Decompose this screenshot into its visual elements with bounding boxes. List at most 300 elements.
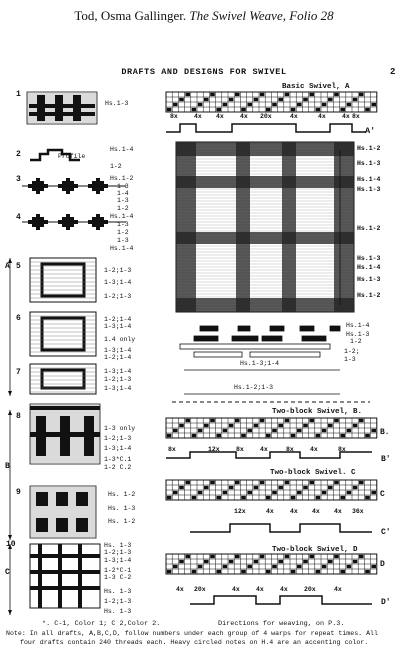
two-block-c-threading-note [322,491,327,494]
two-block-c-threading [166,480,377,500]
draft-6-label-3: 1.4 only [104,336,136,343]
c-count-2: 4x [266,508,274,515]
two-block-b-threading-note [229,424,234,427]
fabric-stripe-6 [176,232,354,244]
two-block-d-threading-note [272,565,277,568]
basic-swivel-threading-note [266,108,271,111]
two-block-b-threading-note [297,429,302,432]
two-block-d-threading-note [340,570,345,573]
draft-7-frame [30,364,96,394]
plate-heading: DRAFTS AND DESIGNS FOR SWIVEL [121,67,287,77]
two-block-b-threading-note [272,429,277,432]
swivel-block-7 [262,336,282,341]
two-block-b-threading [166,418,377,438]
draft-6-label-5: 1-2;1-4 [104,354,132,361]
draft-8-weave-block-4 [30,432,100,437]
draft-number-8: 8 [16,412,21,421]
draft-3-label-5: 1-2 [117,205,129,212]
two-block-b-threading-note [241,434,246,437]
basic-swivel-threading-note [179,98,184,101]
basic-swivel-threading-note [328,98,333,101]
two-block-b-threading-note [167,434,172,437]
draft-6-frame [30,312,96,356]
two-block-b-threading-note [291,434,296,437]
swivel-block-6 [232,336,258,341]
two-block-d-threading-note [303,560,308,563]
d-count-4: 4x [256,586,264,593]
block-arrow-a-head-down [8,391,12,396]
draft-2-label-3: 1-2 [110,163,122,170]
two-block-c-threading-note [254,486,259,489]
two-block-d-threading-note [353,560,358,563]
draft-4-diamonds-cell-0-0 [36,214,40,217]
two-block-c-threading-note [359,481,364,484]
two-block-b-threading-note [285,419,290,422]
block-letter-b: B [5,462,10,471]
two-block-d-threading-note [365,570,370,573]
two-block-b-threading-note [278,424,283,427]
draft-3-label-4: 1-3 [117,197,129,204]
d-count-5: 4x [280,586,288,593]
b-count-7: 8x [338,446,346,453]
draft-4-diamonds-cell-2-3 [92,224,104,227]
fabric-stripe-1 [334,142,354,312]
fabric-stripe-7 [176,298,354,312]
directions-note: Directions for weaving, on P.3. [218,620,345,628]
tieup-label-2: Hs.1-3 [357,160,381,167]
two-block-c-threading-note [167,496,172,499]
two-block-c-title: Two-block Swivel. C [270,469,356,477]
fabric-frame [176,142,354,312]
two-block-b-threading-note [266,434,271,437]
basic-swivel-threading-note [371,103,376,106]
two-block-d-threading-note [223,565,228,568]
block-arrow-c-head-down [8,610,12,615]
basic-swivel-threading-note [235,93,240,96]
draft-6-label-4: 1-3;1-4 [104,347,132,354]
block-label-4: 1-2; [344,348,360,355]
draft-1-label-1: Hs.1-3 [105,100,129,107]
tieup-label-6: Hs.1-3 [357,255,381,262]
swivel-block-1 [238,326,250,331]
two-block-d-threading [166,554,377,574]
basic-swivel-threading-note [254,98,259,101]
two-block-c-threading-note [204,486,209,489]
d-count-1: 4x [176,586,184,593]
two-block-b-threading-note [235,419,240,422]
block-letter-a: A [5,262,10,271]
two-block-d-threading-note [229,560,234,563]
two-block-c-threading-note [198,491,203,494]
draft-9-weave-block-1 [56,492,68,506]
c-count-1: 12x [234,508,246,515]
bottom-label-2: Hs.1-2;1-3 [234,384,274,391]
draft-8-label-3: 1-3;1-4 [104,445,132,452]
tieup-label-9: Hs.1-2 [357,292,381,299]
draft-7-label-1: 1-3;1-4 [104,368,132,375]
draft-4-diamonds-cell-0-3 [32,224,44,227]
draft-4-diamonds-cell-1-4 [66,227,70,230]
draft-1-weave-block-3 [29,104,95,108]
basic-swivel-title: Basic Swivel, A [282,83,350,91]
draft-9-label-3: Hs. 1-2 [108,518,136,525]
basic-swivel-threading-note [278,98,283,101]
two-block-d-threading-note [266,570,271,573]
two-block-d-threading-note [210,555,215,558]
draft-number-9: 9 [16,488,21,497]
basic-count-7: 4x [318,113,326,120]
two-block-d-title: Two-block Swivel, D [272,546,358,554]
two-block-c-threading-note [285,481,290,484]
draft-5-label-1: 1-2;1-3 [104,267,132,274]
draft-1-weave-block-4 [29,112,95,116]
basic-swivel-threading-note [173,103,178,106]
block-letter-c: C [5,568,10,577]
two-block-c-threading-note [229,486,234,489]
d-count-7: 4x [334,586,342,593]
basic-swivel-fabric [176,142,354,312]
tieup-label-7: Hs.1-4 [357,264,381,271]
draft-4-diamonds-cell-0-1 [32,217,44,220]
two-block-d-threading-note [371,565,376,568]
basic-swivel-threading-note [347,103,352,106]
two-block-d-threading-note [241,570,246,573]
draft-8-label-5: 1-2 C.2 [104,464,132,471]
draft-10-warp-0 [38,544,42,608]
draft-7-label-2: 1-2;1-3 [104,376,132,383]
draft-number-5: 5 [16,262,21,271]
basic-count-3: 4x [216,113,224,120]
two-block-c-letter: C [380,490,385,499]
draft-number-6: 6 [16,314,21,323]
two-block-d-threading-note [254,560,259,563]
draft-4-label-5: Hs.1-4 [110,245,134,252]
draft-4-diamonds-cell-2-1 [92,217,104,220]
two-block-c-threading-note [371,491,376,494]
draft-8-label-4: 1-3*C.1 [104,456,132,463]
basic-count-5: 20x [260,113,272,120]
draft-10-label-5: 1-3 C-2 [104,574,132,581]
draft-3-diamonds-cell-1-1 [62,181,74,184]
draft-3-diamonds-cell-1-3 [62,188,74,191]
two-block-d-profile [190,596,372,604]
two-block-b-threading-note [328,424,333,427]
two-block-d-threading-note [285,555,290,558]
basic-swivel-threading-note [309,93,314,96]
draft-1-weave [27,92,97,124]
draft-10-weft-1 [30,570,100,574]
two-block-c-threading-note [347,491,352,494]
draft-4-diamonds-cell-0-4 [36,227,40,230]
note-line-1: Note: In all drafts, A,B,C,D, follow numbers under each group of 4 warps for repeat times. All [6,630,378,637]
note-line-2: four drafts contain 240 threads each. Heavy circled notes on H.4 are an accenting color. [20,639,369,646]
two-block-b-threading-note [347,429,352,432]
two-block-d-threading-note [359,555,364,558]
swivel-block-2 [270,326,284,331]
two-block-d-threading-note [309,555,314,558]
two-block-c-threading-note [291,496,296,499]
b-count-5: 8x [286,446,294,453]
two-block-c-threading-note [179,486,184,489]
draft-3-diamonds-cell-1-0 [66,178,70,181]
draft-10-label-4: 1-2*C-1 [104,567,132,574]
two-block-b-threading-note [359,419,364,422]
two-block-d-threading-note [204,560,209,563]
basic-swivel-threading-note [303,98,308,101]
basic-swivel-threading-note [316,108,321,111]
draft-10-label-6: Hs. 1-3 [104,588,132,595]
basic-count-9: 8x [352,113,360,120]
basic-swivel-threading-note [353,98,358,101]
two-block-b-threading-note [334,419,339,422]
author: Tod, Osma Gallinger. [74,8,190,23]
draft-8-weave [30,404,100,464]
draft-number-10: 10 [6,540,16,549]
d-count-2: 20x [194,586,206,593]
fabric-stripe-3 [282,142,296,312]
two-block-b-threading-note [322,429,327,432]
draft-6-label-2: 1-3;1-4 [104,323,132,330]
fabric-stripe-0 [176,142,196,312]
basic-swivel-threading-note [185,93,190,96]
two-block-b-letter: B. [380,428,390,437]
two-block-b-threading-note [173,429,178,432]
draft-5-label-3: 1-2;1-3 [104,293,132,300]
two-block-b-threading-note [247,429,252,432]
c-count-4: 4x [312,508,320,515]
draft-4-label-3: 1-2 [117,229,129,236]
two-block-b-threading-note [353,424,358,427]
two-block-d-threading-note [322,565,327,568]
block-label-5: 1-3 [344,356,356,363]
draft-4-diamonds-cell-2-4 [96,227,100,230]
draft-number-1: 1 [16,90,21,99]
two-block-d-threading-note [278,560,283,563]
tieup-label-1: Hs.1-2 [357,145,381,152]
draft-9-weave-block-0 [36,492,48,506]
two-block-c-threading-note [340,496,345,499]
two-block-d-threading-note [216,570,221,573]
draft-3-diamonds-cell-0-4 [36,191,40,194]
two-block-c-threading-note [272,491,277,494]
bottom-label-1: Hs.1-3;1-4 [240,360,280,367]
two-block-c-threading-note [303,486,308,489]
draft-3-label-3: 1-4 [117,190,129,197]
b-count-1: 8x [168,446,176,453]
two-block-b-threading-note [371,429,376,432]
two-block-c-threading-note [328,486,333,489]
basic-count-2: 4x [194,113,202,120]
two-block-d-threading-note [167,570,172,573]
block-label-3: 1-2 [350,338,362,345]
basic-swivel-threading-note [291,108,296,111]
tieup-label-4: Hs.1-3 [357,186,381,193]
basic-swivel-threading-note [229,98,234,101]
basic-swivel-threading-note [247,103,252,106]
two-block-c-threading-note [185,481,190,484]
fabric-stripe-2 [236,142,250,312]
basic-swivel-threading-note [272,103,277,106]
two-block-b-threading-note [223,429,228,432]
two-block-c-threading-note [309,481,314,484]
basic-swivel-threading-note [223,103,228,106]
draft-3-diamonds-cell-2-1 [92,181,104,184]
draft-10-label-8: Hs. 1-3 [104,608,132,615]
draft-3-diamonds-cell-0-1 [32,181,44,184]
draft-3-diamonds-cell-0-3 [32,188,44,191]
d-count-3: 4x [232,586,240,593]
two-block-c-threading-note [297,491,302,494]
draft-10-label-2: 1-2;1-3 [104,549,132,556]
basic-swivel-threading-note [334,93,339,96]
draft-9-weave-block-4 [56,518,68,532]
draft-10-label-7: 1-2;1-3 [104,598,132,605]
two-block-c-threading-note [365,496,370,499]
two-block-c-threading-note [316,496,321,499]
two-block-b-threading-note [179,424,184,427]
basic-swivel-threading-note [340,108,345,111]
two-block-d-letter: D [380,560,385,569]
two-block-c-threading-note [260,481,265,484]
basic-swivel-threading [166,92,377,112]
two-block-d-threading-note [173,565,178,568]
d-count-6: 20x [304,586,316,593]
draft-9-weave [30,486,96,538]
two-block-c-threading-note [223,491,228,494]
two-block-d-threading-note [334,555,339,558]
basic-count-6: 4x [290,113,298,120]
two-block-d-threading-note [260,555,265,558]
draft-5-frame [30,258,96,302]
basic-count-8: 4x [342,113,350,120]
draft-5-frame-inner [42,264,84,296]
two-block-b-threading-note [316,434,321,437]
draft-10-warp-1 [58,544,62,608]
basic-swivel-threading-note [192,108,197,111]
draft-10-label-1: Hs. 1-3 [104,542,132,549]
draft-8-weave-block-0 [30,406,100,410]
two-block-b-threading-note [340,434,345,437]
draft-10-warp-2 [78,544,82,608]
fabric-stripe-5 [176,176,354,188]
basic-swivel-threading-note [241,108,246,111]
two-block-b-prime: B' [381,455,391,464]
c-count-6: 36x [352,508,364,515]
draft-10-label-3: 1-3;1-4 [104,557,132,564]
block-arrow-b-head-up [8,410,12,415]
tieup-label-8: Hs.1-3 [357,276,381,283]
draft-6-frame-inner [42,318,84,350]
draft-3-diamonds-cell-0-0 [36,178,40,181]
draft-4-diamonds-cell-1-1 [62,217,74,220]
two-block-b-threading-note [254,424,259,427]
draft-3-diamonds-cell-1-4 [66,191,70,194]
c-count-5: 4x [334,508,342,515]
draft-3-label-1: Hs.1-2 [110,175,134,182]
two-block-b-title: Two-block Swivel, B. [272,408,363,416]
two-block-d-threading-note [328,560,333,563]
draft-4-label-1: Hs.1-4 [110,213,134,220]
swivel-block-9 [180,344,330,349]
basic-swivel-threading-note [198,103,203,106]
c-count-3: 4x [290,508,298,515]
two-block-c-threading-note [247,491,252,494]
swivel-block-8 [302,336,326,341]
two-block-b-threading-note [216,434,221,437]
swivel-block-11 [250,352,320,357]
two-block-c-profile [190,524,372,532]
draft-9-weave-block-2 [76,492,88,506]
two-block-c-threading-note [353,486,358,489]
two-block-d-prime: D' [381,598,391,607]
draft-5-label-2: 1-3;1-4 [104,279,132,286]
two-block-b-threading-note [365,434,370,437]
draft-10-grid [30,544,100,608]
two-block-c-prime: C' [381,528,391,537]
tieup-label-3: Hs.1-4 [357,176,381,183]
draft-number-7: 7 [16,368,21,377]
two-block-b-threading-note [185,419,190,422]
draft-number-2: 2 [16,150,21,159]
two-block-d-threading-note [297,565,302,568]
basic-swivel-threading-note [365,108,370,111]
draft-7-label-3: 1-3;1-4 [104,385,132,392]
draft-4-diamonds-cell-1-3 [62,224,74,227]
swivel-block-4 [330,326,340,331]
two-block-b-threading-note [210,419,215,422]
basic-swivel-threading-note [359,93,364,96]
two-block-d-threading-note [198,565,203,568]
basic-swivel-profile-label: A' [365,126,376,136]
draft-3-diamonds-cell-2-4 [96,191,100,194]
two-block-c-threading-note [241,496,246,499]
two-block-d-threading-note [192,570,197,573]
two-block-c-threading-note [216,496,221,499]
basic-swivel-threading-note [260,93,265,96]
b-count-3: 8x [236,446,244,453]
draft-6-label-1: 1-2;1-4 [104,316,132,323]
two-block-d-threading-note [291,570,296,573]
two-block-d-threading-note [179,560,184,563]
two-block-b-threading-note [260,419,265,422]
two-block-c-threading-note [210,481,215,484]
two-block-c-threading-note [173,491,178,494]
draft-10-weft-0 [30,554,100,558]
two-block-b-threading-note [204,424,209,427]
two-block-d-threading-note [185,555,190,558]
block-label-2: Hs.1-3 [346,331,370,338]
basic-swivel-threading-note [297,103,302,106]
tieup-label-5: Hs.1-2 [357,225,381,232]
draft-4-diamonds-cell-1-0 [66,214,70,217]
book-title: The Swivel Weave, Folio 28 [189,8,334,23]
basic-swivel-threading-note [210,93,215,96]
basic-swivel-threading-note [322,103,327,106]
b-count-2: 12x [208,446,220,453]
basic-count-4: 4x [240,113,248,120]
draft-3-label-2: 1-3 [117,183,129,190]
basic-count-1: 8x [170,113,178,120]
fabric-stripe-4 [176,142,354,156]
two-block-c-threading-note [334,481,339,484]
swivel-block-5 [194,336,218,341]
draft-10-weft-2 [30,586,100,590]
draft-number-3: 3 [16,175,21,184]
draft-8-label-1: 1-3 only [104,425,136,432]
two-block-b-threading-note [303,424,308,427]
two-block-c-threading-note [235,481,240,484]
swivel-block-3 [300,326,314,331]
